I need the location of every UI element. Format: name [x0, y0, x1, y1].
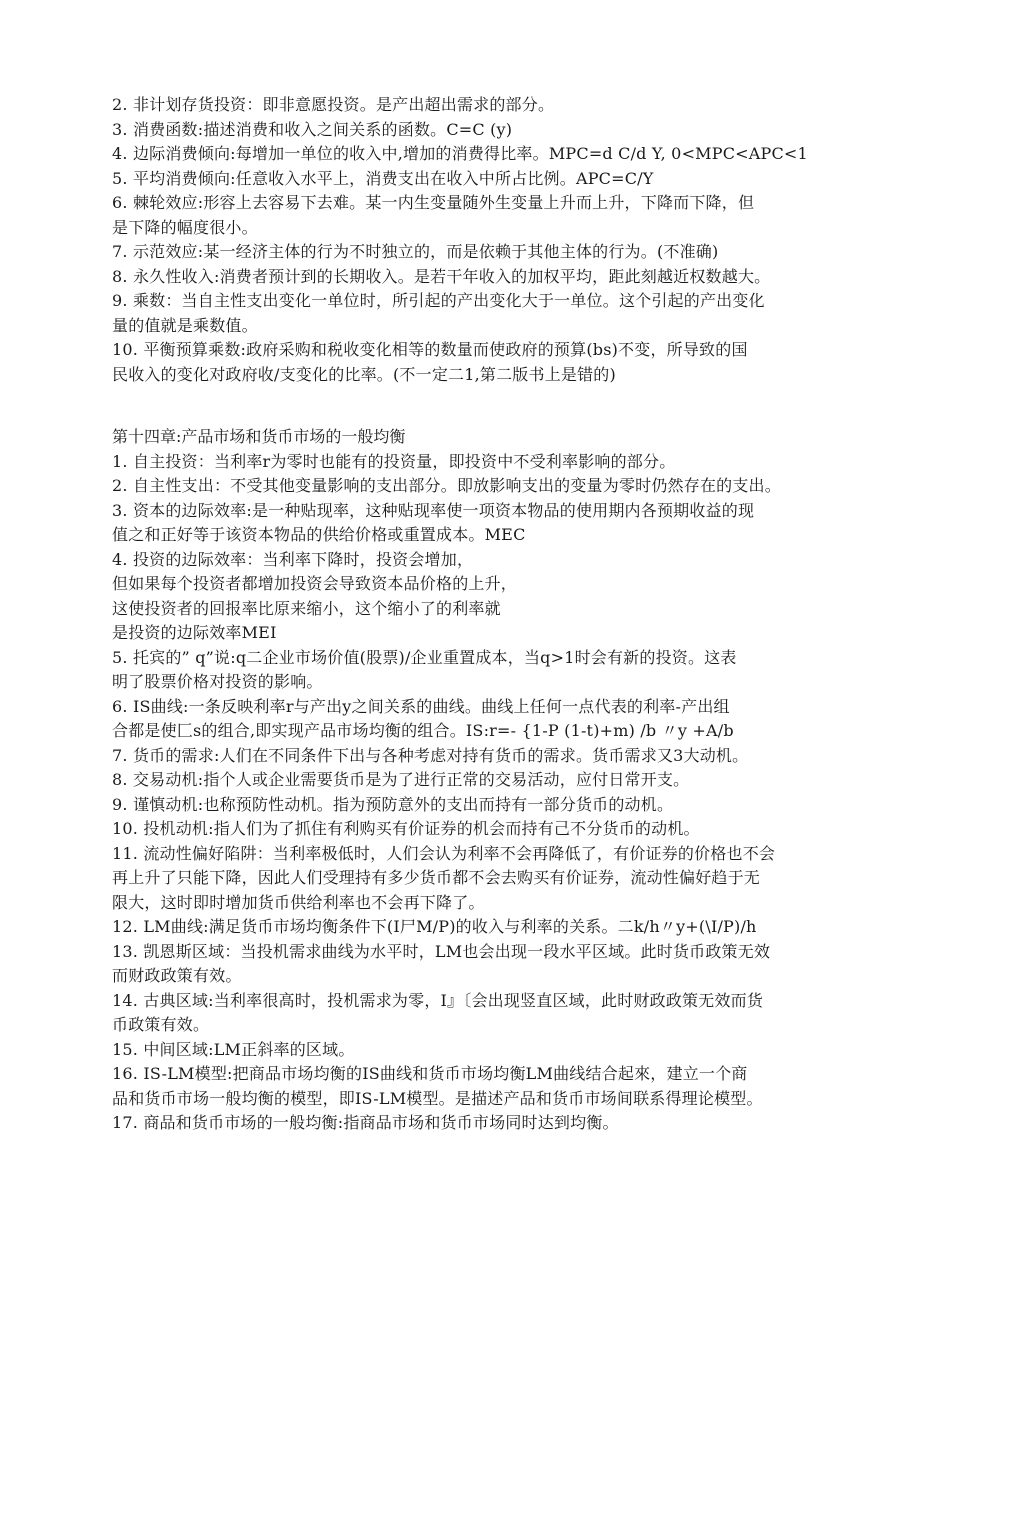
text-line: 8. 永久性收入:消费者预计到的长期收入。是若干年收入的加权平均，距此刻越近权数越大。 [112, 266, 771, 286]
chapter-14-title: 第十四章:产品市场和货币市场的一般均衡 [112, 427, 406, 446]
text-line: 9. 乘数：当自主性支出变化一单位时，所引起的产出变化大于一单位。这个引起的产出变化 [112, 291, 765, 310]
text-line: 4. 边际消费倾向:每增加一单位的收入中,增加的消费得比率。MPC=d C/d Y, 0<MPC<APC<1 [112, 144, 808, 163]
text-line: 12. LM曲线:满足货币市场均衡条件下(I尸M/P)的收入与利率的关系。二k/h〃y+(\I/P)/h [112, 917, 757, 936]
text-line: 3. 消费函数:描述消费和收入之间关系的函数。C=C (y) [112, 119, 513, 139]
definition-item [112, 1062, 912, 1111]
definition-item [112, 142, 912, 167]
text-line: 币政策有效。 [112, 1015, 210, 1034]
text-line: 13. 凯恩斯区域：当投机需求曲线为水平时，LM也会出现一段水平区域。此时货币政策无效 [112, 941, 771, 961]
chapter-14-definitions [112, 450, 912, 1136]
text-line: 14. 古典区域:当利率很高时，投机需求为零，I』〔会出现竖直区域，此时财政政策无效而货 [112, 990, 764, 1010]
text-line: 2. 自主性支出：不受其他变量影响的支出部分。即放影响支出的变量为零时仍然存在的支出。 [112, 476, 781, 495]
definition-item [112, 450, 912, 475]
definition-item [112, 265, 912, 290]
text-line: 11. 流动性偏好陷阱：当利率极低时，人们会认为利率不会再降低了，有价证券的价格也不会 [112, 843, 776, 863]
definition-item [112, 989, 912, 1038]
text-line: 限大，这时即时增加货币供给利率也不会再下降了。 [112, 892, 485, 912]
definition-item [112, 646, 912, 695]
text-line: 7. 货币的需求:人们在不同条件下出与各种考虑对持有货币的需求。货币需求又3大动机。 [112, 745, 749, 765]
definition-item [112, 793, 912, 818]
definition-item [112, 118, 912, 143]
text-line: 8. 交易动机:指个人或企业需要货币是为了进行正常的交易活动，应付日常开支。 [112, 770, 690, 789]
definition-item [112, 915, 912, 940]
text-line: 而财政政策有效。 [112, 966, 242, 985]
text-line: 6. 棘轮效应:形容上去容易下去难。某一内生变量随外生变量上升而上升，下降而下降，但 [112, 193, 755, 212]
definition-item [112, 548, 912, 646]
text-line: 7. 示范效应:某一经济主体的行为不时独立的，而是依赖于其他主体的行为。(不准确) [112, 242, 719, 261]
text-line: 量的值就是乘数值。 [112, 315, 258, 335]
text-line: 明了股票价格对投资的影响。 [112, 672, 323, 691]
definition-item [112, 1038, 912, 1063]
definition-item [112, 499, 912, 548]
text-line: 16. IS-LM模型:把商品市场均衡的IS曲线和货币市场均衡LM曲线结合起來，建立一个商 [112, 1064, 748, 1083]
text-line: 1. 自主投资：当利率r为零时也能有的投资量，即投资中不受利率影响的部分。 [112, 451, 676, 471]
text-line: 5. 托宾的” q”说:q二企业市场价值(股票)/企业重置成本，当q>1时会有新的投资。这表 [112, 647, 737, 667]
text-line: 合都是使匚s的组合,即实现产品市场均衡的组合。IS:r=- {1-P (1-t)+m) /b 〃y +A/b [112, 721, 734, 740]
definition-item [112, 744, 912, 769]
definition-item [112, 289, 912, 338]
definition-item [112, 768, 912, 793]
document-page [112, 93, 912, 1136]
text-line: 是投资的边际效率MEI [112, 623, 277, 642]
text-line: 民收入的变化对政府收/支变化的比率。(不一定二1,第二版书上是错的) [112, 364, 616, 384]
text-line: 再上升了只能下降，因此人们受理持有多少货币都不会去购买有价证券，流动性偏好趋于无 [112, 868, 761, 887]
definition-item [112, 93, 912, 118]
text-line: 17. 商品和货币市场的一般均衡:指商品市场和货币市场同时达到均衡。 [112, 1113, 619, 1132]
definition-item [112, 695, 912, 744]
definition-item [112, 817, 912, 842]
text-line: 6. IS曲线:一条反映利率r与产出y之间关系的曲线。曲线上任何一点代表的利率-产出组 [112, 696, 730, 716]
definition-item [112, 474, 912, 499]
definition-item [112, 1111, 912, 1136]
text-line: 是下降的幅度很小。 [112, 217, 258, 237]
definition-item [112, 191, 912, 240]
definition-item [112, 240, 912, 265]
text-line: 值之和正好等于该资本物品的供给价格或重置成本。MEC [112, 525, 526, 544]
text-line: 3. 资本的边际效率:是一种贴现率，这种贴现率使一项资本物品的使用期内各预期收益的现 [112, 500, 755, 520]
text-line: 但如果每个投资者都增加投资会导致资本品价格的上升， [112, 574, 518, 593]
text-line: 2. 非计划存货投资：即非意愿投资。是产出超出需求的部分。 [112, 95, 555, 114]
text-line: 品和货币市场一般均衡的模型，即IS-LM模型。是描述产品和货币市场间联系得理论模型。 [112, 1088, 763, 1108]
section-gap [112, 387, 912, 425]
text-line: 15. 中间区域:LM正斜率的区域。 [112, 1039, 355, 1059]
definition-item [112, 940, 912, 989]
text-line: 4. 投资的边际效率：当利率下降时，投资会增加， [112, 549, 474, 569]
text-line: 10. 投机动机:指人们为了抓住有利购买有价证券的机会而持有己不分货币的动机。 [112, 819, 700, 838]
definition-item [112, 338, 912, 387]
text-line: 10. 平衡预算乘数:政府采购和税收变化相等的数量而使政府的预算(bs)不变，所导致的国 [112, 340, 748, 359]
text-line: 9. 谨慎动机:也称预防性动机。指为预防意外的支出而持有一部分货币的动机。 [112, 794, 674, 814]
chapter-13-definitions [112, 93, 912, 387]
definition-item [112, 167, 912, 192]
text-line: 这使投资者的回报率比原来缩小，这个缩小了的利率就 [112, 598, 501, 618]
definition-item [112, 842, 912, 916]
text-line: 5. 平均消费倾向:任意收入水平上，消费支出在收入中所占比例。APC=C/Y [112, 168, 654, 188]
